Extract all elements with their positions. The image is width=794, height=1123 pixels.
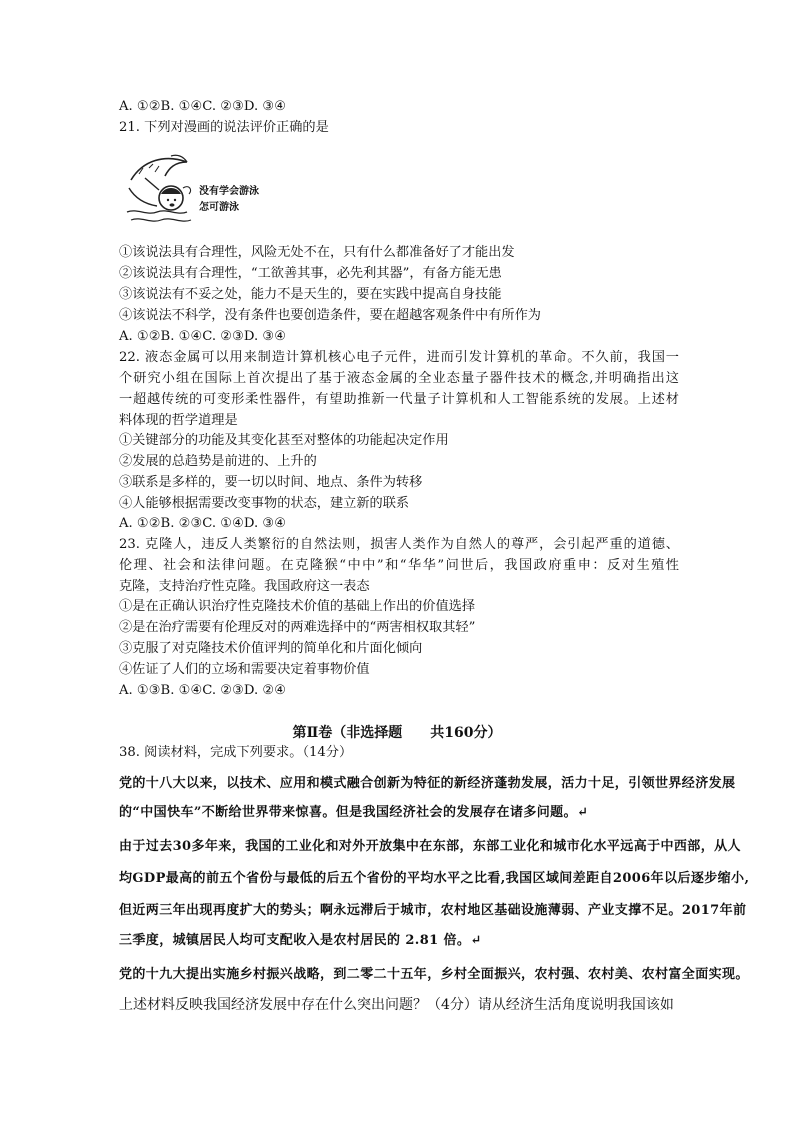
- option-23-4: ④佐证了人们的立场和需要决定着事物价值: [119, 662, 370, 677]
- material-line5-part1: 但近两三年出现再度扩大的势头；: [119, 903, 321, 918]
- question-38-stem: 38. 阅读材料，完成下列要求。（14分）: [119, 745, 353, 760]
- material-line5-part2: 啊永远滞后于城市，: [320, 903, 441, 918]
- question-23-stem-line3: 克隆，支持治疗性克隆。我国政府这一表态: [119, 579, 370, 594]
- question-22-stem-line2: 个研究小组在国际上首次提出了基于液态金属的全业态量子器件技术的概念,并明确指出这: [119, 371, 679, 386]
- option-22-1: ①关键部分的功能及其变化甚至对整体的功能起决定作用: [119, 433, 449, 448]
- answer-options-20: A. ①②B. ①④C. ②③D. ③④: [119, 99, 287, 114]
- material-line6: 三季度，城镇居民人均可支配收入是农村居民的 2.81 倍。↵: [119, 933, 482, 948]
- answer-options-23: A. ①③B. ①④C. ②③D. ②④: [119, 683, 287, 698]
- option-23-1: ①是在正确认识治疗性克隆技术价值的基础上作出的价值选择: [119, 599, 476, 614]
- material-line4: 均GDP最高的前五个省份与最低的后五个省份的平均水平之比看,我国区域间差距自2006年以后逐步缩小,: [119, 871, 750, 886]
- answer-options-22: A. ①②B. ②③C. ①④D. ③④: [119, 516, 287, 531]
- question-21-stem: 21. 下列对漫画的说法评价正确的是: [119, 120, 329, 135]
- option-21-4: ④该说法不科学，没有条件也要创造条件，要在超越客观条件中有所作为: [119, 308, 541, 323]
- material-line5-part3: 农村地区基础设施薄弱、产业支撑不足。2017年前: [440, 903, 747, 918]
- option-21-3: ③该说法有不妥之处，能力不是天生的，要在实践中提高自身技能: [119, 287, 502, 302]
- option-23-3: ③克服了对克隆技术价值评判的简单化和片面化倾向: [119, 641, 423, 656]
- option-23-2: ②是在治疗需要有伦理反对的两难选择中的“两害相权取其轻”: [119, 620, 476, 635]
- option-21-2: ②该说法具有合理性，“工欲善其事，必先利其器”，有备方能无患: [119, 266, 502, 281]
- material-line1: 党的十八大以来，以技术、应用和模式融合创新为特征的新经济蓬勃发展，活力十足，引领世界经济发展: [119, 776, 736, 791]
- material-line2: 的“中国快车”不断给世界带来惊喜。但是我国经济社会的发展存在诸多问题。↵: [119, 805, 589, 820]
- question-22-stem-line3: 一超越传统的可变形柔性器件，有望助推新一代量子计算机和人工智能系统的发展。上述材: [119, 392, 679, 407]
- material-line7: 党的十九大提出实施乡村振兴战略，到二零二十五年，乡村全面振兴，农村强、农村美、农村富全面实现。: [119, 967, 749, 982]
- question-22-stem-line1: 22. 液态金属可以用来制造计算机核心电子元件，进而引发计算机的革命。不久前，我国一: [119, 350, 679, 365]
- material-line3: 由于过去30多年来，我国的工业化和对外开放集中在东部，东部工业化和城市化水平远高于中西部，从人: [119, 839, 741, 854]
- cartoon-caption: 没有学会游泳 怎可游泳: [199, 186, 259, 213]
- option-22-3: ③联系是多样的，要一切以时间、地点、条件为转移: [119, 475, 423, 490]
- question-22-stem-line4: 料体现的哲学道理是: [119, 413, 238, 428]
- cartoon-swimmer-image: [125, 148, 325, 234]
- option-21-1: ①该说法具有合理性，风险无处不在，只有什么都准备好了才能出发: [119, 245, 515, 260]
- section-title: 第Ⅱ卷（非选择题 共160分）: [292, 725, 502, 741]
- material-line5: [119, 902, 747, 920]
- question-23-stem-line1: 23. 克隆人，违反人类繁衍的自然法则，损害人类作为自然人的尊严，会引起严重的道德、: [119, 537, 679, 552]
- question-38-subquestion: 上述材料反映我国经济发展中存在什么突出问题？（4分）请从经济生活角度说明我国该如: [119, 997, 674, 1013]
- answer-options-21: A. ①②B. ①④C. ②③D. ③④: [119, 329, 287, 344]
- option-22-4: ④人能够根据需要改变事物的状态，建立新的联系: [119, 496, 410, 511]
- option-22-2: ②发展的总趋势是前进的、上升的: [119, 454, 317, 469]
- question-23-stem-line2: 伦理、社会和法律问题。在克隆猴“中中”和“华华”问世后，我国政府重申：反对生殖性: [119, 558, 679, 573]
